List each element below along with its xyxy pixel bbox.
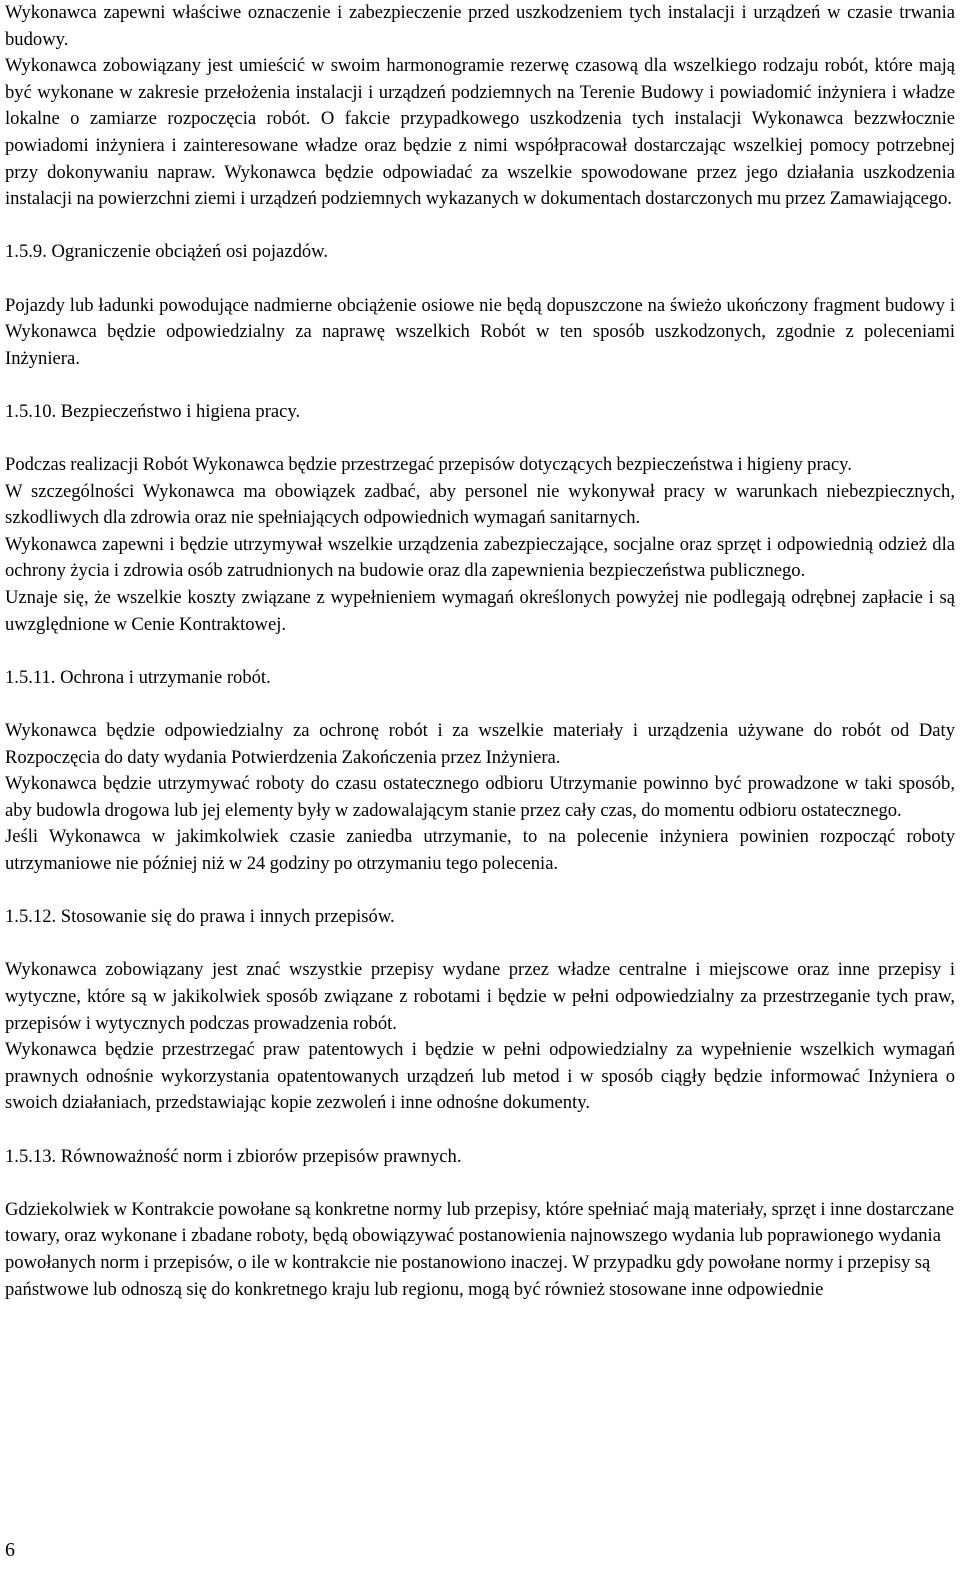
section-1-5-10-paragraph-3: Wykonawca zapewni i będzie utrzymywał wszelkie urządzenia zabezpieczające, socjalne oraz sprzęt i odpowiednią odzież dla ochrony życia i zdrowia osób zatrudnionych na budowie oraz dla zapewnienia bezpieczeństwa publicznego. — [5, 533, 955, 582]
spacer — [5, 931, 955, 958]
spacer — [5, 691, 955, 718]
section-heading-1-5-10: 1.5.10. Bezpieczeństwo i higiena pracy. — [5, 400, 301, 422]
section-1-5-13-paragraph-1: Gdziekolwiek w Kontrakcie powołane są konkretne normy lub przepisy, które spełniać mają materiały, sprzęt i inne dostarczane towary, oraz wykonane i zbadane roboty, będą obowiązywać postanowienia najnowszego wydania lub poprawionego wydania powołanych norm i przepisów, o ile w kontrakcie nie postanowiono inaczej. W przypadku gdy powołane normy i przepisy są państwowe lub odnoszą się do konkretnego kraju lub regionu, mogą być również stosowane inne odpowiednie — [5, 1198, 954, 1300]
section-1-5-11-paragraph-1: Wykonawca będzie odpowiedzialny za ochronę robót i za wszelkie materiały i urządzenia używane do robót od Daty Rozpoczęcia do daty wydania Potwierdzenia Zakończenia przez Inżyniera. — [5, 720, 955, 768]
section-1-5-12-paragraph-1: Wykonawca zobowiązany jest znać wszystkie przepisy wydane przez władze centralne i miejscowe oraz inne przepisy i wytyczne, które są w jakikolwiek sposób związane z robotami i będzie w pełni odpowiedzialny za przestrzeganie tych praw, przepisów i wytycznych podczas prowadzenia robót. — [5, 959, 955, 1034]
section-heading-1-5-12: 1.5.12. Stosowanie się do prawa i innych przepisów. — [5, 906, 395, 928]
spacer — [5, 878, 955, 905]
section-1-5-10-paragraph-2: W szczególności Wykonawca ma obowiązek zadbać, aby personel nie wykonywał pracy w warunkach niebezpiecznych, szkodliwych dla zdrowia oraz nie spełniających odpowiednich wymagań sanitarnych. — [5, 480, 955, 529]
intro-paragraph-2: Wykonawca zobowiązany jest umieścić w swoim harmonogramie rezerwę czasową dla wszelkiego rodzaju robót, które mają być wykonane w zakresie przełożenia instalacji i urządzeń podziemnych na Terenie Budowy i powiadomić inżyniera i władze lokalne o zamiarze rozpoczęcia robót. O fakcie przypadkowego uszkodzenia tych instalacji Wykonawca bezzwłocznie powiadomi inżyniera i zainteresowane władze oraz będzie z nimi współpracował dostarczając wszelkiej pomocy potrzebnej przy dokonywaniu napraw. Wykonawca będzie odpowiadać za wszelkie spowodowane przez jego działania uszkodzenia instalacji na powierzchni ziemi i urządzeń podziemnych wykazanych w dokumentach dostarczonych mu przez Zamawiającego. — [5, 55, 955, 210]
document-page — [5, 0, 955, 1303]
section-1-5-11-paragraph-2: Wykonawca będzie utrzymywać roboty do czasu ostatecznego odbioru Utrzymanie powinno być prowadzone w taki sposób, aby budowla drogowa lub jej elementy były w zadowalającym stanie przez cały czas, do momentu odbioru ostatecznego. — [5, 773, 955, 821]
spacer — [5, 1170, 955, 1197]
spacer — [5, 426, 955, 453]
spacer — [5, 372, 955, 399]
spacer — [5, 266, 955, 293]
intro-paragraph-1: Wykonawca zapewni właściwe oznaczenie i zabezpieczenie przed uszkodzeniem tych instalacji i urządzeń w czasie trwania budowy. — [5, 2, 955, 50]
section-1-5-10-paragraph-1: Podczas realizacji Robót Wykonawca będzie przestrzegać przepisów dotyczących bezpieczeństwa i higieny pracy. — [5, 454, 852, 476]
section-heading-1-5-9: 1.5.9. Ograniczenie obciążeń osi pojazdów. — [5, 241, 329, 263]
section-1-5-11-paragraph-3: Jeśli Wykonawca w jakimkolwiek czasie zaniedba utrzymanie, to na polecenie inżyniera powinien rozpocząć roboty utrzymaniowe nie później niż w 24 godziny po otrzymaniu tego polecenia. — [5, 826, 955, 874]
page-number: 6 — [5, 1539, 15, 1561]
spacer — [5, 213, 955, 240]
section-heading-1-5-11: 1.5.11. Ochrona i utrzymanie robót. — [5, 666, 271, 688]
section-1-5-12-paragraph-2: Wykonawca będzie przestrzegać praw patentowych i będzie w pełni odpowiedzialny za wypełnienie wszelkich wymagań prawnych odnośnie wykorzystania opatentowanych urządzeń lub metod i w sposób ciągły będzie informować Inżyniera o swoich działaniach, przedstawiając kopie zezwoleń i inne odnośne dokumenty. — [5, 1039, 955, 1114]
section-1-5-10-paragraph-4: Uznaje się, że wszelkie koszty związane z wypełnieniem wymagań określonych powyżej nie podlegają odrębnej zapłacie i są uwzględnione w Cenie Kontraktowej. — [5, 587, 955, 635]
spacer — [5, 638, 955, 665]
spacer — [5, 1117, 955, 1144]
section-1-5-9-paragraph-1: Pojazdy lub ładunki powodujące nadmierne obciążenie osiowe nie będą dopuszczone na świeżo ukończony fragment budowy i Wykonawca będzie odpowiedzialny za naprawę wszelkich Robót w ten sposób uszkodzonych, zgodnie z poleceniami Inżyniera. — [5, 294, 955, 369]
section-heading-1-5-13: 1.5.13. Równoważność norm i zbiorów przepisów prawnych. — [5, 1145, 462, 1167]
